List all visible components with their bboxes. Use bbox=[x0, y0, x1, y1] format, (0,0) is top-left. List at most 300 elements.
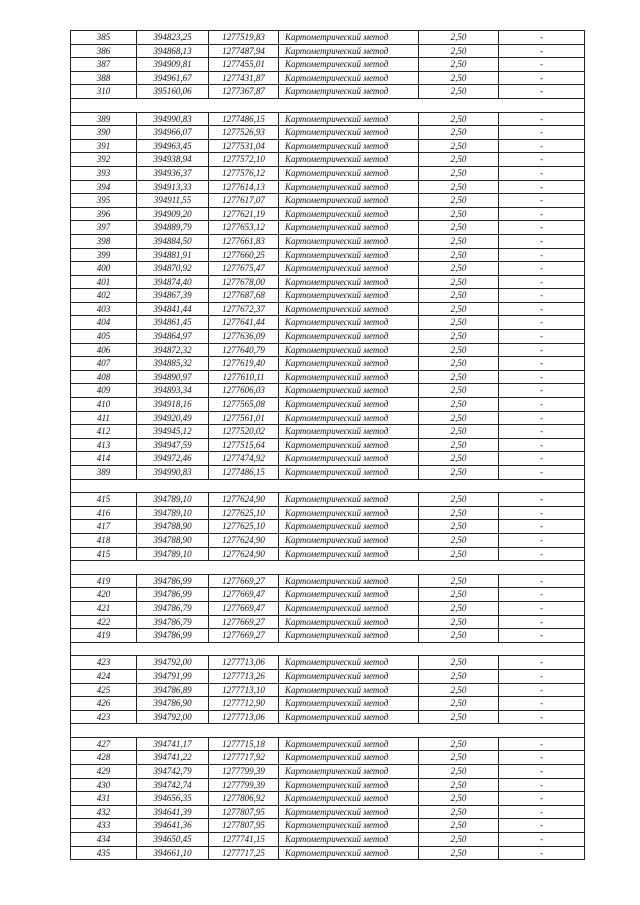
accuracy-cell: 2,50 bbox=[419, 330, 499, 344]
y-coordinate-cell: 1277624,90 bbox=[209, 493, 279, 507]
y-coordinate-cell: 1277741,15 bbox=[209, 833, 279, 847]
y-coordinate-cell: 1277572,10 bbox=[209, 153, 279, 167]
y-coordinate-cell: 1277455,01 bbox=[209, 58, 279, 72]
method-cell: Картометрический метод bbox=[279, 629, 419, 643]
note-cell: - bbox=[499, 493, 585, 507]
point-number-cell: 419 bbox=[71, 574, 137, 588]
x-coordinate-cell: 394741,22 bbox=[137, 751, 209, 765]
x-coordinate-cell: 394945,12 bbox=[137, 425, 209, 439]
table-row bbox=[71, 833, 585, 847]
table-row bbox=[71, 398, 585, 412]
point-number-cell: 431 bbox=[71, 792, 137, 806]
note-cell: - bbox=[499, 126, 585, 140]
accuracy-cell: 2,50 bbox=[419, 316, 499, 330]
method-cell: Картометрический метод bbox=[279, 166, 419, 180]
note-cell: - bbox=[499, 819, 585, 833]
point-number-cell: 409 bbox=[71, 384, 137, 398]
method-cell: Картометрический метод bbox=[279, 289, 419, 303]
table-row bbox=[71, 31, 585, 45]
method-cell: Картометрический метод bbox=[279, 370, 419, 384]
x-coordinate-cell: 394920,49 bbox=[137, 411, 209, 425]
method-cell: Картометрический метод bbox=[279, 221, 419, 235]
point-number-cell: 386 bbox=[71, 44, 137, 58]
note-cell: - bbox=[499, 737, 585, 751]
method-cell: Картометрический метод bbox=[279, 737, 419, 751]
accuracy-cell: 2,50 bbox=[419, 126, 499, 140]
point-number-cell: 419 bbox=[71, 629, 137, 643]
note-cell: - bbox=[499, 262, 585, 276]
x-coordinate-cell: 394789,10 bbox=[137, 547, 209, 561]
method-cell: Картометрический метод bbox=[279, 31, 419, 45]
y-coordinate-cell: 1277576,12 bbox=[209, 166, 279, 180]
accuracy-cell: 2,50 bbox=[419, 615, 499, 629]
note-cell: - bbox=[499, 533, 585, 547]
y-coordinate-cell: 1277519,83 bbox=[209, 31, 279, 45]
x-coordinate-cell: 394884,50 bbox=[137, 234, 209, 248]
accuracy-cell: 2,50 bbox=[419, 805, 499, 819]
y-coordinate-cell: 1277610,11 bbox=[209, 370, 279, 384]
method-cell: Картометрический метод bbox=[279, 710, 419, 724]
accuracy-cell: 2,50 bbox=[419, 506, 499, 520]
table-row bbox=[71, 778, 585, 792]
accuracy-cell: 2,50 bbox=[419, 438, 499, 452]
method-cell: Картометрический метод bbox=[279, 126, 419, 140]
accuracy-cell: 2,50 bbox=[419, 683, 499, 697]
accuracy-cell: 2,50 bbox=[419, 833, 499, 847]
note-cell: - bbox=[499, 601, 585, 615]
x-coordinate-cell: 394861,45 bbox=[137, 316, 209, 330]
group-separator-cell bbox=[71, 642, 585, 656]
y-coordinate-cell: 1277617,07 bbox=[209, 194, 279, 208]
y-coordinate-cell: 1277653,12 bbox=[209, 221, 279, 235]
point-number-cell: 392 bbox=[71, 153, 137, 167]
point-number-cell: 425 bbox=[71, 683, 137, 697]
y-coordinate-cell: 1277669,27 bbox=[209, 574, 279, 588]
accuracy-cell: 2,50 bbox=[419, 357, 499, 371]
point-number-cell: 403 bbox=[71, 302, 137, 316]
point-number-cell: 415 bbox=[71, 547, 137, 561]
method-cell: Картометрический метод bbox=[279, 846, 419, 860]
x-coordinate-cell: 394641,36 bbox=[137, 819, 209, 833]
note-cell: - bbox=[499, 316, 585, 330]
x-coordinate-cell: 394867,39 bbox=[137, 289, 209, 303]
point-number-cell: 389 bbox=[71, 466, 137, 480]
x-coordinate-cell: 394641,39 bbox=[137, 805, 209, 819]
y-coordinate-cell: 1277625,10 bbox=[209, 520, 279, 534]
y-coordinate-cell: 1277669,47 bbox=[209, 601, 279, 615]
method-cell: Картометрический метод bbox=[279, 58, 419, 72]
method-cell: Картометрический метод bbox=[279, 153, 419, 167]
note-cell: - bbox=[499, 629, 585, 643]
accuracy-cell: 2,50 bbox=[419, 819, 499, 833]
accuracy-cell: 2,50 bbox=[419, 85, 499, 99]
x-coordinate-cell: 394963,45 bbox=[137, 139, 209, 153]
method-cell: Картометрический метод bbox=[279, 398, 419, 412]
note-cell: - bbox=[499, 765, 585, 779]
y-coordinate-cell: 1277713,06 bbox=[209, 656, 279, 670]
point-number-cell: 393 bbox=[71, 166, 137, 180]
point-number-cell: 421 bbox=[71, 601, 137, 615]
y-coordinate-cell: 1277713,10 bbox=[209, 683, 279, 697]
y-coordinate-cell: 1277606,03 bbox=[209, 384, 279, 398]
x-coordinate-cell: 394990,83 bbox=[137, 112, 209, 126]
group-separator-cell bbox=[71, 98, 585, 112]
table-row bbox=[71, 452, 585, 466]
group-separator-row bbox=[71, 642, 585, 656]
table-row bbox=[71, 805, 585, 819]
x-coordinate-cell: 394792,00 bbox=[137, 656, 209, 670]
method-cell: Картометрический метод bbox=[279, 506, 419, 520]
method-cell: Картометрический метод bbox=[279, 262, 419, 276]
method-cell: Картометрический метод bbox=[279, 85, 419, 99]
x-coordinate-cell: 394742,79 bbox=[137, 765, 209, 779]
point-number-cell: 418 bbox=[71, 533, 137, 547]
note-cell: - bbox=[499, 153, 585, 167]
group-separator-row bbox=[71, 479, 585, 493]
table-row bbox=[71, 765, 585, 779]
x-coordinate-cell: 394938,94 bbox=[137, 153, 209, 167]
method-cell: Картометрический метод bbox=[279, 302, 419, 316]
point-number-cell: 414 bbox=[71, 452, 137, 466]
method-cell: Картометрический метод bbox=[279, 833, 419, 847]
accuracy-cell: 2,50 bbox=[419, 221, 499, 235]
table-row bbox=[71, 330, 585, 344]
accuracy-cell: 2,50 bbox=[419, 751, 499, 765]
method-cell: Картометрический метод bbox=[279, 493, 419, 507]
accuracy-cell: 2,50 bbox=[419, 493, 499, 507]
table-row bbox=[71, 221, 585, 235]
x-coordinate-cell: 394789,10 bbox=[137, 493, 209, 507]
point-number-cell: 434 bbox=[71, 833, 137, 847]
y-coordinate-cell: 1277624,90 bbox=[209, 533, 279, 547]
accuracy-cell: 2,50 bbox=[419, 778, 499, 792]
y-coordinate-cell: 1277636,09 bbox=[209, 330, 279, 344]
y-coordinate-cell: 1277660,25 bbox=[209, 248, 279, 262]
accuracy-cell: 2,50 bbox=[419, 765, 499, 779]
point-number-cell: 387 bbox=[71, 58, 137, 72]
table-row bbox=[71, 751, 585, 765]
x-coordinate-cell: 394889,79 bbox=[137, 221, 209, 235]
y-coordinate-cell: 1277486,15 bbox=[209, 112, 279, 126]
y-coordinate-cell: 1277625,10 bbox=[209, 506, 279, 520]
accuracy-cell: 2,50 bbox=[419, 737, 499, 751]
point-number-cell: 422 bbox=[71, 615, 137, 629]
note-cell: - bbox=[499, 466, 585, 480]
x-coordinate-cell: 394823,25 bbox=[137, 31, 209, 45]
y-coordinate-cell: 1277669,27 bbox=[209, 615, 279, 629]
method-cell: Картометрический метод bbox=[279, 805, 419, 819]
note-cell: - bbox=[499, 506, 585, 520]
y-coordinate-cell: 1277520,02 bbox=[209, 425, 279, 439]
note-cell: - bbox=[499, 31, 585, 45]
method-cell: Картометрический метод bbox=[279, 520, 419, 534]
y-coordinate-cell: 1277431,87 bbox=[209, 71, 279, 85]
table-row bbox=[71, 506, 585, 520]
accuracy-cell: 2,50 bbox=[419, 153, 499, 167]
accuracy-cell: 2,50 bbox=[419, 697, 499, 711]
method-cell: Картометрический метод bbox=[279, 411, 419, 425]
x-coordinate-cell: 394742,74 bbox=[137, 778, 209, 792]
note-cell: - bbox=[499, 275, 585, 289]
table-row bbox=[71, 846, 585, 860]
method-cell: Картометрический метод bbox=[279, 357, 419, 371]
x-coordinate-cell: 394874,40 bbox=[137, 275, 209, 289]
y-coordinate-cell: 1277486,15 bbox=[209, 466, 279, 480]
x-coordinate-cell: 394661,10 bbox=[137, 846, 209, 860]
point-number-cell: 401 bbox=[71, 275, 137, 289]
accuracy-cell: 2,50 bbox=[419, 289, 499, 303]
method-cell: Картометрический метод bbox=[279, 656, 419, 670]
table-row bbox=[71, 357, 585, 371]
method-cell: Картометрический метод bbox=[279, 697, 419, 711]
note-cell: - bbox=[499, 289, 585, 303]
accuracy-cell: 2,50 bbox=[419, 669, 499, 683]
y-coordinate-cell: 1277487,94 bbox=[209, 44, 279, 58]
table-row bbox=[71, 493, 585, 507]
table-row bbox=[71, 737, 585, 751]
x-coordinate-cell: 394947,59 bbox=[137, 438, 209, 452]
x-coordinate-cell: 394786,79 bbox=[137, 601, 209, 615]
table-row bbox=[71, 85, 585, 99]
y-coordinate-cell: 1277474,92 bbox=[209, 452, 279, 466]
point-number-cell: 416 bbox=[71, 506, 137, 520]
y-coordinate-cell: 1277807,95 bbox=[209, 819, 279, 833]
table-row bbox=[71, 466, 585, 480]
accuracy-cell: 2,50 bbox=[419, 629, 499, 643]
accuracy-cell: 2,50 bbox=[419, 370, 499, 384]
note-cell: - bbox=[499, 234, 585, 248]
table-row bbox=[71, 153, 585, 167]
method-cell: Картометрический метод bbox=[279, 180, 419, 194]
x-coordinate-cell: 394881,91 bbox=[137, 248, 209, 262]
y-coordinate-cell: 1277621,19 bbox=[209, 207, 279, 221]
table-row bbox=[71, 71, 585, 85]
point-number-cell: 394 bbox=[71, 180, 137, 194]
method-cell: Картометрический метод bbox=[279, 792, 419, 806]
y-coordinate-cell: 1277669,27 bbox=[209, 629, 279, 643]
point-number-cell: 395 bbox=[71, 194, 137, 208]
point-number-cell: 405 bbox=[71, 330, 137, 344]
table-row bbox=[71, 289, 585, 303]
point-number-cell: 435 bbox=[71, 846, 137, 860]
table-row bbox=[71, 520, 585, 534]
method-cell: Картометрический метод bbox=[279, 751, 419, 765]
table-row bbox=[71, 275, 585, 289]
x-coordinate-cell: 395160,06 bbox=[137, 85, 209, 99]
point-number-cell: 417 bbox=[71, 520, 137, 534]
point-number-cell: 407 bbox=[71, 357, 137, 371]
method-cell: Картометрический метод bbox=[279, 601, 419, 615]
table-row bbox=[71, 112, 585, 126]
note-cell: - bbox=[499, 574, 585, 588]
table-row bbox=[71, 370, 585, 384]
y-coordinate-cell: 1277672,37 bbox=[209, 302, 279, 316]
accuracy-cell: 2,50 bbox=[419, 166, 499, 180]
coordinates-table-body bbox=[71, 31, 585, 860]
table-row bbox=[71, 533, 585, 547]
note-cell: - bbox=[499, 520, 585, 534]
note-cell: - bbox=[499, 588, 585, 602]
table-row bbox=[71, 588, 585, 602]
x-coordinate-cell: 394872,32 bbox=[137, 343, 209, 357]
group-separator-row bbox=[71, 724, 585, 738]
note-cell: - bbox=[499, 139, 585, 153]
y-coordinate-cell: 1277526,93 bbox=[209, 126, 279, 140]
coordinates-table bbox=[70, 30, 585, 860]
method-cell: Картометрический метод bbox=[279, 194, 419, 208]
method-cell: Картометрический метод bbox=[279, 343, 419, 357]
method-cell: Картометрический метод bbox=[279, 819, 419, 833]
note-cell: - bbox=[499, 384, 585, 398]
y-coordinate-cell: 1277717,25 bbox=[209, 846, 279, 860]
point-number-cell: 423 bbox=[71, 710, 137, 724]
point-number-cell: 413 bbox=[71, 438, 137, 452]
table-row bbox=[71, 262, 585, 276]
x-coordinate-cell: 394864,97 bbox=[137, 330, 209, 344]
y-coordinate-cell: 1277561,01 bbox=[209, 411, 279, 425]
point-number-cell: 398 bbox=[71, 234, 137, 248]
accuracy-cell: 2,50 bbox=[419, 234, 499, 248]
method-cell: Картометрический метод bbox=[279, 683, 419, 697]
accuracy-cell: 2,50 bbox=[419, 44, 499, 58]
table-row bbox=[71, 139, 585, 153]
method-cell: Картометрический метод bbox=[279, 71, 419, 85]
note-cell: - bbox=[499, 207, 585, 221]
y-coordinate-cell: 1277619,40 bbox=[209, 357, 279, 371]
point-number-cell: 426 bbox=[71, 697, 137, 711]
note-cell: - bbox=[499, 166, 585, 180]
note-cell: - bbox=[499, 370, 585, 384]
accuracy-cell: 2,50 bbox=[419, 384, 499, 398]
x-coordinate-cell: 394786,90 bbox=[137, 697, 209, 711]
point-number-cell: 433 bbox=[71, 819, 137, 833]
group-separator-row bbox=[71, 98, 585, 112]
note-cell: - bbox=[499, 438, 585, 452]
note-cell: - bbox=[499, 330, 585, 344]
point-number-cell: 391 bbox=[71, 139, 137, 153]
table-row bbox=[71, 207, 585, 221]
x-coordinate-cell: 394936,37 bbox=[137, 166, 209, 180]
x-coordinate-cell: 394786,99 bbox=[137, 629, 209, 643]
note-cell: - bbox=[499, 398, 585, 412]
point-number-cell: 402 bbox=[71, 289, 137, 303]
point-number-cell: 397 bbox=[71, 221, 137, 235]
x-coordinate-cell: 394788,90 bbox=[137, 520, 209, 534]
table-row bbox=[71, 656, 585, 670]
table-row bbox=[71, 180, 585, 194]
point-number-cell: 432 bbox=[71, 805, 137, 819]
y-coordinate-cell: 1277799,39 bbox=[209, 778, 279, 792]
point-number-cell: 396 bbox=[71, 207, 137, 221]
method-cell: Картометрический метод bbox=[279, 615, 419, 629]
point-number-cell: 430 bbox=[71, 778, 137, 792]
method-cell: Картометрический метод bbox=[279, 765, 419, 779]
note-cell: - bbox=[499, 697, 585, 711]
accuracy-cell: 2,50 bbox=[419, 248, 499, 262]
y-coordinate-cell: 1277687,68 bbox=[209, 289, 279, 303]
accuracy-cell: 2,50 bbox=[419, 533, 499, 547]
method-cell: Картометрический метод bbox=[279, 425, 419, 439]
table-row bbox=[71, 683, 585, 697]
note-cell: - bbox=[499, 58, 585, 72]
y-coordinate-cell: 1277799,39 bbox=[209, 765, 279, 779]
note-cell: - bbox=[499, 751, 585, 765]
y-coordinate-cell: 1277712,90 bbox=[209, 697, 279, 711]
note-cell: - bbox=[499, 357, 585, 371]
y-coordinate-cell: 1277669,47 bbox=[209, 588, 279, 602]
x-coordinate-cell: 394788,90 bbox=[137, 533, 209, 547]
point-number-cell: 385 bbox=[71, 31, 137, 45]
point-number-cell: 399 bbox=[71, 248, 137, 262]
note-cell: - bbox=[499, 85, 585, 99]
method-cell: Картометрический метод bbox=[279, 452, 419, 466]
accuracy-cell: 2,50 bbox=[419, 275, 499, 289]
point-number-cell: 388 bbox=[71, 71, 137, 85]
point-number-cell: 404 bbox=[71, 316, 137, 330]
point-number-cell: 411 bbox=[71, 411, 137, 425]
x-coordinate-cell: 394961,67 bbox=[137, 71, 209, 85]
accuracy-cell: 2,50 bbox=[419, 112, 499, 126]
note-cell: - bbox=[499, 615, 585, 629]
note-cell: - bbox=[499, 194, 585, 208]
accuracy-cell: 2,50 bbox=[419, 656, 499, 670]
method-cell: Картометрический метод bbox=[279, 778, 419, 792]
y-coordinate-cell: 1277624,90 bbox=[209, 547, 279, 561]
y-coordinate-cell: 1277713,06 bbox=[209, 710, 279, 724]
point-number-cell: 410 bbox=[71, 398, 137, 412]
table-row bbox=[71, 601, 585, 615]
point-number-cell: 423 bbox=[71, 656, 137, 670]
table-row bbox=[71, 438, 585, 452]
accuracy-cell: 2,50 bbox=[419, 398, 499, 412]
y-coordinate-cell: 1277531,04 bbox=[209, 139, 279, 153]
y-coordinate-cell: 1277565,08 bbox=[209, 398, 279, 412]
method-cell: Картометрический метод bbox=[279, 275, 419, 289]
x-coordinate-cell: 394786,89 bbox=[137, 683, 209, 697]
accuracy-cell: 2,50 bbox=[419, 452, 499, 466]
note-cell: - bbox=[499, 302, 585, 316]
group-separator-cell bbox=[71, 724, 585, 738]
table-row bbox=[71, 166, 585, 180]
y-coordinate-cell: 1277678,00 bbox=[209, 275, 279, 289]
accuracy-cell: 2,50 bbox=[419, 262, 499, 276]
y-coordinate-cell: 1277717,92 bbox=[209, 751, 279, 765]
y-coordinate-cell: 1277806,92 bbox=[209, 792, 279, 806]
accuracy-cell: 2,50 bbox=[419, 71, 499, 85]
point-number-cell: 424 bbox=[71, 669, 137, 683]
point-number-cell: 429 bbox=[71, 765, 137, 779]
x-coordinate-cell: 394741,17 bbox=[137, 737, 209, 751]
accuracy-cell: 2,50 bbox=[419, 31, 499, 45]
accuracy-cell: 2,50 bbox=[419, 302, 499, 316]
accuracy-cell: 2,50 bbox=[419, 574, 499, 588]
method-cell: Картометрический метод bbox=[279, 438, 419, 452]
method-cell: Картометрический метод bbox=[279, 533, 419, 547]
method-cell: Картометрический метод bbox=[279, 588, 419, 602]
note-cell: - bbox=[499, 792, 585, 806]
accuracy-cell: 2,50 bbox=[419, 846, 499, 860]
x-coordinate-cell: 394841,44 bbox=[137, 302, 209, 316]
note-cell: - bbox=[499, 112, 585, 126]
x-coordinate-cell: 394656,35 bbox=[137, 792, 209, 806]
x-coordinate-cell: 394868,13 bbox=[137, 44, 209, 58]
point-number-cell: 428 bbox=[71, 751, 137, 765]
accuracy-cell: 2,50 bbox=[419, 139, 499, 153]
table-row bbox=[71, 669, 585, 683]
table-row bbox=[71, 234, 585, 248]
accuracy-cell: 2,50 bbox=[419, 601, 499, 615]
table-row bbox=[71, 574, 585, 588]
